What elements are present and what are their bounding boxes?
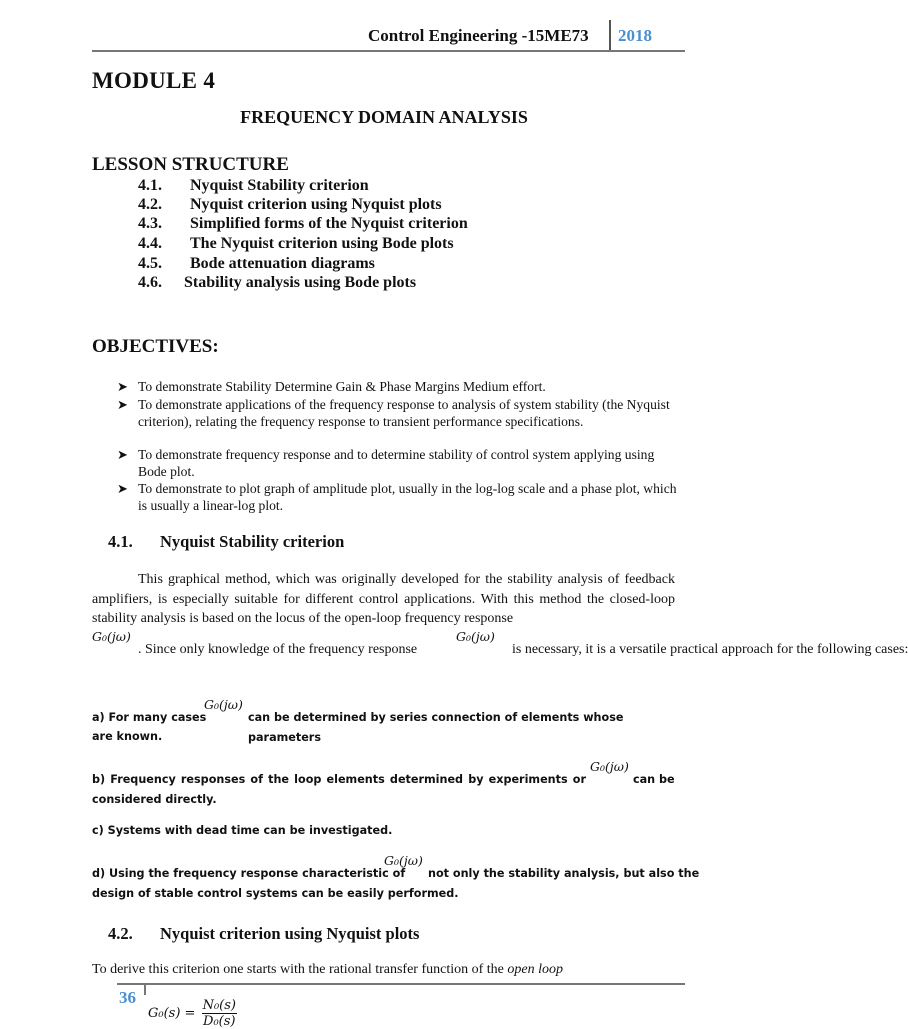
objective-text: To demonstrate to plot graph of amplitude plot, usually in the log-log scale and a phase plot, which is usually a linear-log plot.	[138, 481, 677, 513]
formula-denominator: D₀(s)	[203, 1014, 236, 1029]
case-a-post: can be determined by series connection of elements whose parameters	[248, 711, 624, 744]
math-g0jw: G₀(jω)	[456, 629, 495, 644]
arrow-bullet-icon: ➤	[117, 397, 128, 412]
lesson-structure-heading: LESSON STRUCTURE	[92, 154, 289, 175]
lesson-title: Bode attenuation diagrams	[190, 255, 375, 272]
case-a-cont: are known.	[92, 730, 163, 743]
lesson-number: 4.4.	[138, 235, 162, 252]
lesson-item	[138, 255, 375, 273]
section-title: Nyquist criterion using Nyquist plots	[160, 924, 420, 943]
section-number: 4.1.	[108, 532, 133, 551]
section-intro-emphasis: open loop	[507, 962, 564, 977]
formula-fraction	[202, 998, 237, 1029]
header-title: Control Engineering -15ME73	[368, 26, 589, 45]
objective-text: To demonstrate Stability Determine Gain & Phase Margins Medium effort.	[138, 379, 546, 394]
lesson-title: The Nyquist criterion using Bode plots	[190, 235, 454, 252]
objective-item	[117, 481, 677, 515]
section-paragraph-continued: is necessary, it is a versatile practical approach for the following cases:	[512, 642, 908, 657]
module-heading: MODULE 4	[92, 68, 216, 93]
footer-rule	[117, 983, 685, 985]
objective-text: To demonstrate frequency response and to determine stability of control system applying using Bode plot.	[138, 447, 655, 479]
case-b-post: can be	[633, 773, 675, 786]
transfer-function-formula	[148, 998, 237, 1029]
header-rule	[92, 50, 685, 52]
case-a-pre: a) For many cases	[92, 711, 207, 724]
lesson-number: 4.5.	[138, 255, 162, 272]
lesson-item	[138, 235, 454, 253]
section-title: Nyquist Stability criterion	[160, 532, 345, 551]
arrow-bullet-icon: ➤	[117, 379, 128, 394]
case-b-pre: b) Frequency responses of the loop elements determined by experiments or	[92, 773, 586, 786]
math-g0jw: G₀(jω)	[384, 853, 423, 868]
chapter-title: FREQUENCY DOMAIN ANALYSIS	[240, 107, 528, 127]
case-d-post: not only the stability analysis, but also the	[428, 867, 700, 880]
case-d-pre: d) Using the frequency response characteristic of	[92, 867, 406, 880]
arrow-bullet-icon: ➤	[117, 447, 128, 462]
math-g0jw: G₀(jω)	[92, 629, 131, 644]
lesson-number: 4.6.	[138, 274, 162, 291]
objective-item	[117, 379, 677, 396]
page-number: 36	[119, 988, 136, 1007]
case-d-cont: design of stable control systems can be easily performed.	[92, 887, 459, 900]
case-b-cont: considered directly.	[92, 793, 217, 806]
header-separator	[609, 20, 611, 52]
section-number: 4.2.	[108, 924, 133, 943]
formula-lhs: G₀(s) =	[148, 1006, 196, 1021]
lesson-item	[138, 215, 468, 233]
arrow-bullet-icon: ➤	[117, 481, 128, 496]
lesson-item	[138, 274, 416, 292]
lesson-number: 4.1.	[138, 177, 162, 194]
objective-item	[117, 397, 677, 431]
section-heading	[108, 532, 344, 552]
math-g0jw: G₀(jω)	[590, 759, 629, 774]
lesson-title: Stability analysis using Bode plots	[184, 274, 417, 291]
header-year: 2018	[618, 26, 652, 45]
lesson-title: Nyquist criterion using Nyquist plots	[190, 196, 442, 213]
formula-numerator: N₀(s)	[202, 998, 236, 1013]
lesson-number: 4.2.	[138, 196, 162, 213]
case-c: c) Systems with dead time can be investigated.	[92, 824, 393, 837]
lesson-item	[138, 177, 369, 195]
lesson-number: 4.3.	[138, 215, 162, 232]
objective-text: To demonstrate applications of the frequency response to analysis of system stability (the Nyquist criterion), relating the frequency response to transient performance specifications.	[138, 397, 670, 429]
objective-item	[117, 447, 677, 481]
section-heading	[108, 924, 419, 944]
lesson-title: Simplified forms of the Nyquist criterion	[190, 215, 468, 232]
math-g0jw: G₀(jω)	[204, 697, 243, 712]
lesson-item	[138, 196, 442, 214]
section-paragraph: This graphical method, which was originally developed for the stability analysis of feedback amplifiers, is especially suitable for different control applications. With this method the closed-loop stability analysis is based on the locus of the open-loop frequency response	[92, 572, 675, 626]
objectives-heading: OBJECTIVES:	[92, 336, 219, 357]
section-paragraph-continued: . Since only knowledge of the frequency response	[138, 642, 418, 657]
footer-tick	[144, 985, 146, 995]
section-intro-text: To derive this criterion one starts with the rational transfer function of the	[92, 962, 504, 977]
section-intro	[92, 960, 675, 980]
lesson-title: Nyquist Stability criterion	[190, 177, 369, 194]
